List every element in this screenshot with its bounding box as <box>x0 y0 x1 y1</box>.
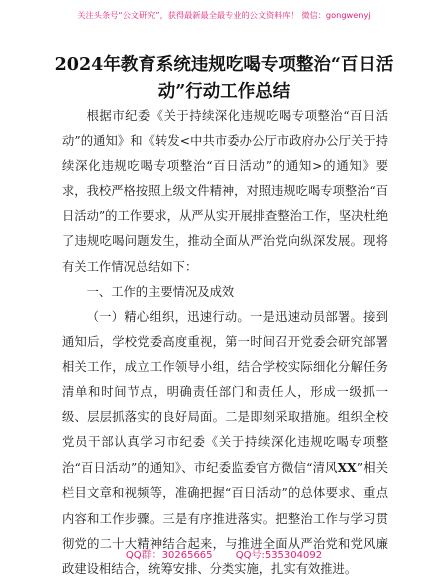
document-body <box>62 104 388 582</box>
section-paragraph <box>62 305 388 582</box>
paragraph-text-1: （一）精心组织，迅速行动。一是迅速动员部署。接到通知后，学校党委高度重视，第一时间召开党委会研究部署相关工作，成立工作领导小组，结合学校实际细化分解任务清单和时间节点，明确责任部门和责任人，形成一级抓一级、层层抓落实的良好局面。二是即刻采取措施。组织全校党员干部认真学习市纪委《关于持续深化违规吃喝专项整治“百日活动”的通知》、市纪委监委官方微信“清风 <box>62 309 388 476</box>
footer-qq: QQ号:535304092 <box>235 550 323 561</box>
intro-paragraph: 根据市纪委《关于持续深化违规吃喝专项整治“百日活动”的通知》和《转发<中共市委办公厅市政府办公厅关于持续深化违规吃喝专项整治“百日活动”的通知>的通知》要求，我校严格按照上级文件精神，对照违规吃喝专项整治“百日活动”的工作要求，从严从实开展排查整治工作，坚决杜绝了违规吃喝问题发生，推动全面从严治党向纵深发展。现将有关工作情况总结如下： <box>62 109 389 274</box>
footer-qq-group: QQ群：30265665 <box>125 550 213 561</box>
document-title: 2024年教育系统违规吃喝专项整治“百日活动”行动工作总结 <box>54 55 394 102</box>
highlighted-text: XX <box>337 460 357 476</box>
section-heading: 一、工作的主要情况及成效 <box>86 284 235 299</box>
footer <box>0 546 448 561</box>
header-banner: 关注头条号“公文研究”，获得最新最全最专业的公文资料库！ 微信：gongwenyj <box>77 10 371 20</box>
paragraph-text-2: ”相关栏目文章和视频等，准确把握“百日活动”的总体要求、重点内容和工作步骤。三是有序推进落实。把整治工作与学习贯彻党的二十大精神结合起来，与推进全面从严治党和党风廉政建设相结合，统筹安排、分类实施，扎实有效推进。 <box>62 461 388 576</box>
